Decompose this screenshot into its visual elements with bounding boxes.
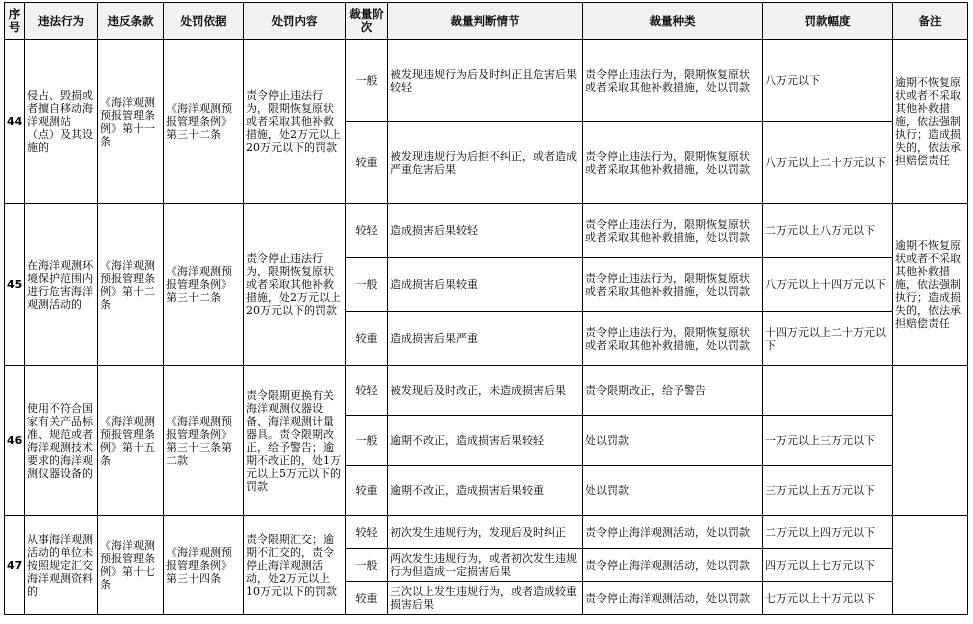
basis-cell: 《海洋观测预报管理条例》第三十四条 — [164, 516, 244, 615]
header-circumstance: 裁量判断情节 — [388, 3, 583, 40]
circumstance-cell: 初次发生违规行为，发现后及时纠正 — [388, 516, 583, 549]
table-row — [5, 40, 968, 122]
clause-cell: 《海洋观测预报管理条例》第十二条 — [98, 204, 164, 366]
penalty-discretion-table — [4, 2, 968, 615]
range-cell: 八万元以下 — [763, 40, 893, 122]
circumstance-cell: 被发现后及时改正，未造成损害后果 — [388, 366, 583, 416]
table-row — [5, 516, 968, 549]
header-kind: 裁量种类 — [583, 3, 763, 40]
header-range: 罚款幅度 — [763, 3, 893, 40]
seq-cell: 45 — [5, 204, 25, 366]
level-cell: 一般 — [346, 258, 388, 312]
level-cell: 较重 — [346, 122, 388, 204]
level-cell: 一般 — [346, 549, 388, 582]
act-cell: 使用不符合国家有关产品标准、规范或者海洋观测技术要求的海洋观测仪器设备的 — [25, 366, 98, 516]
range-cell: 八万元以上十四万元以下 — [763, 258, 893, 312]
circumstance-cell: 三次以上发生违规行为，或者造成较重损害后果 — [388, 582, 583, 615]
kind-cell: 责令停止违法行为，限期恢复原状或者采取其他补救措施，处以罚款 — [583, 258, 763, 312]
content-cell: 责令限期更换有关海洋观测仪器设备、海洋观测计量器具。责令限期改正，给予警告；逾期不改正的，处1万元以上5万元以下的罚款 — [244, 366, 346, 516]
basis-cell: 《海洋观测预报管理条例》第三十二条 — [164, 40, 244, 204]
note-cell — [893, 516, 968, 615]
act-cell: 从事海洋观测活动的单位未按照规定汇交海洋观测资料的 — [25, 516, 98, 615]
kind-cell: 处以罚款 — [583, 416, 763, 466]
circumstance-cell: 造成损害后果较轻 — [388, 204, 583, 258]
act-cell: 侵占、毁损或者擅自移动海洋观测站（点）及其设施的 — [25, 40, 98, 204]
circumstance-cell: 造成损害后果较重 — [388, 258, 583, 312]
level-cell: 较重 — [346, 582, 388, 615]
kind-cell: 责令停止违法行为，限期恢复原状或者采取其他补救措施，处以罚款 — [583, 312, 763, 366]
range-cell: 二万元以上四万元以下 — [763, 516, 893, 549]
circumstance-cell: 被发现违规行为后拒不纠正，或者造成严重危害后果 — [388, 122, 583, 204]
level-cell: 较重 — [346, 312, 388, 366]
range-cell: 十四万元以上二十万元以下 — [763, 312, 893, 366]
kind-cell: 责令停止海洋观测活动，处以罚款 — [583, 549, 763, 582]
content-cell: 责令停止违法行为，限期恢复原状或者采取其他补救措施，处2万元以上20万元以下的罚款 — [244, 204, 346, 366]
range-cell: 八万元以上二十万元以下 — [763, 122, 893, 204]
clause-cell: 《海洋观测预报管理条例》第十一条 — [98, 40, 164, 204]
table-row — [5, 204, 968, 258]
level-cell: 一般 — [346, 416, 388, 466]
range-cell: 七万元以上十万元以下 — [763, 582, 893, 615]
seq-cell: 46 — [5, 366, 25, 516]
kind-cell: 责令限期改正，给予警告 — [583, 366, 763, 416]
kind-cell: 处以罚款 — [583, 466, 763, 516]
seq-cell: 44 — [5, 40, 25, 204]
circumstance-cell: 造成损害后果严重 — [388, 312, 583, 366]
circumstance-cell: 被发现违规行为后及时纠正且危害后果较轻 — [388, 40, 583, 122]
seq-cell: 47 — [5, 516, 25, 615]
header-level: 裁量阶次 — [346, 3, 388, 40]
level-cell: 较轻 — [346, 516, 388, 549]
table-row — [5, 366, 968, 416]
note-cell — [893, 366, 968, 516]
content-cell: 责令停止违法行为，限期恢复原状或者采取其他补救措施，处2万元以上20万元以下的罚款 — [244, 40, 346, 204]
range-cell: 一万元以上三万元以下 — [763, 416, 893, 466]
range-cell: 三万元以上五万元以下 — [763, 466, 893, 516]
act-cell: 在海洋观测环境保护范围内进行危害海洋观测活动的 — [25, 204, 98, 366]
header-content: 处罚内容 — [244, 3, 346, 40]
kind-cell: 责令停止海洋观测活动，处以罚款 — [583, 582, 763, 615]
header-basis: 处罚依据 — [164, 3, 244, 40]
level-cell: 较轻 — [346, 366, 388, 416]
header-note: 备注 — [893, 3, 968, 40]
level-cell: 一般 — [346, 40, 388, 122]
header-act: 违法行为 — [25, 3, 98, 40]
range-cell: 二万元以上八万元以下 — [763, 204, 893, 258]
header-row — [5, 3, 968, 40]
circumstance-cell: 逾期不改正，造成损害后果较重 — [388, 466, 583, 516]
level-cell: 较轻 — [346, 204, 388, 258]
circumstance-cell: 两次发生违规行为，或者初次发生违规行为但造成一定损害后果 — [388, 549, 583, 582]
note-cell: 逾期不恢复原状或者不采取其他补救措施，依法强制执行；造成损失的，依法承担赔偿责任 — [893, 204, 968, 366]
kind-cell: 责令停止海洋观测活动，处以罚款 — [583, 516, 763, 549]
note-cell: 逾期不恢复原状或者不采取其他补救措施，依法强制执行；造成损失的，依法承担赔偿责任 — [893, 40, 968, 204]
header-clause: 违反条款 — [98, 3, 164, 40]
kind-cell: 责令停止违法行为，限期恢复原状或者采取其他补救措施，处以罚款 — [583, 122, 763, 204]
clause-cell: 《海洋观测预报管理条例》第十五条 — [98, 366, 164, 516]
basis-cell: 《海洋观测预报管理条例》第三十二条 — [164, 204, 244, 366]
level-cell: 较重 — [346, 466, 388, 516]
kind-cell: 责令停止违法行为，限期恢复原状或者采取其他补救措施，处以罚款 — [583, 204, 763, 258]
header-seq: 序号 — [5, 3, 25, 40]
content-cell: 责令限期汇交；逾期不汇交的，责令停止海洋观测活动，处2万元以上10万元以下的罚款 — [244, 516, 346, 615]
kind-cell: 责令停止违法行为，限期恢复原状或者采取其他补救措施，处以罚款 — [583, 40, 763, 122]
circumstance-cell: 逾期不改正，造成损害后果较轻 — [388, 416, 583, 466]
range-cell — [763, 366, 893, 416]
basis-cell: 《海洋观测预报管理条例》第三十三条第二款 — [164, 366, 244, 516]
range-cell: 四万元以上七万元以下 — [763, 549, 893, 582]
clause-cell: 《海洋观测预报管理条例》第十七条 — [98, 516, 164, 615]
